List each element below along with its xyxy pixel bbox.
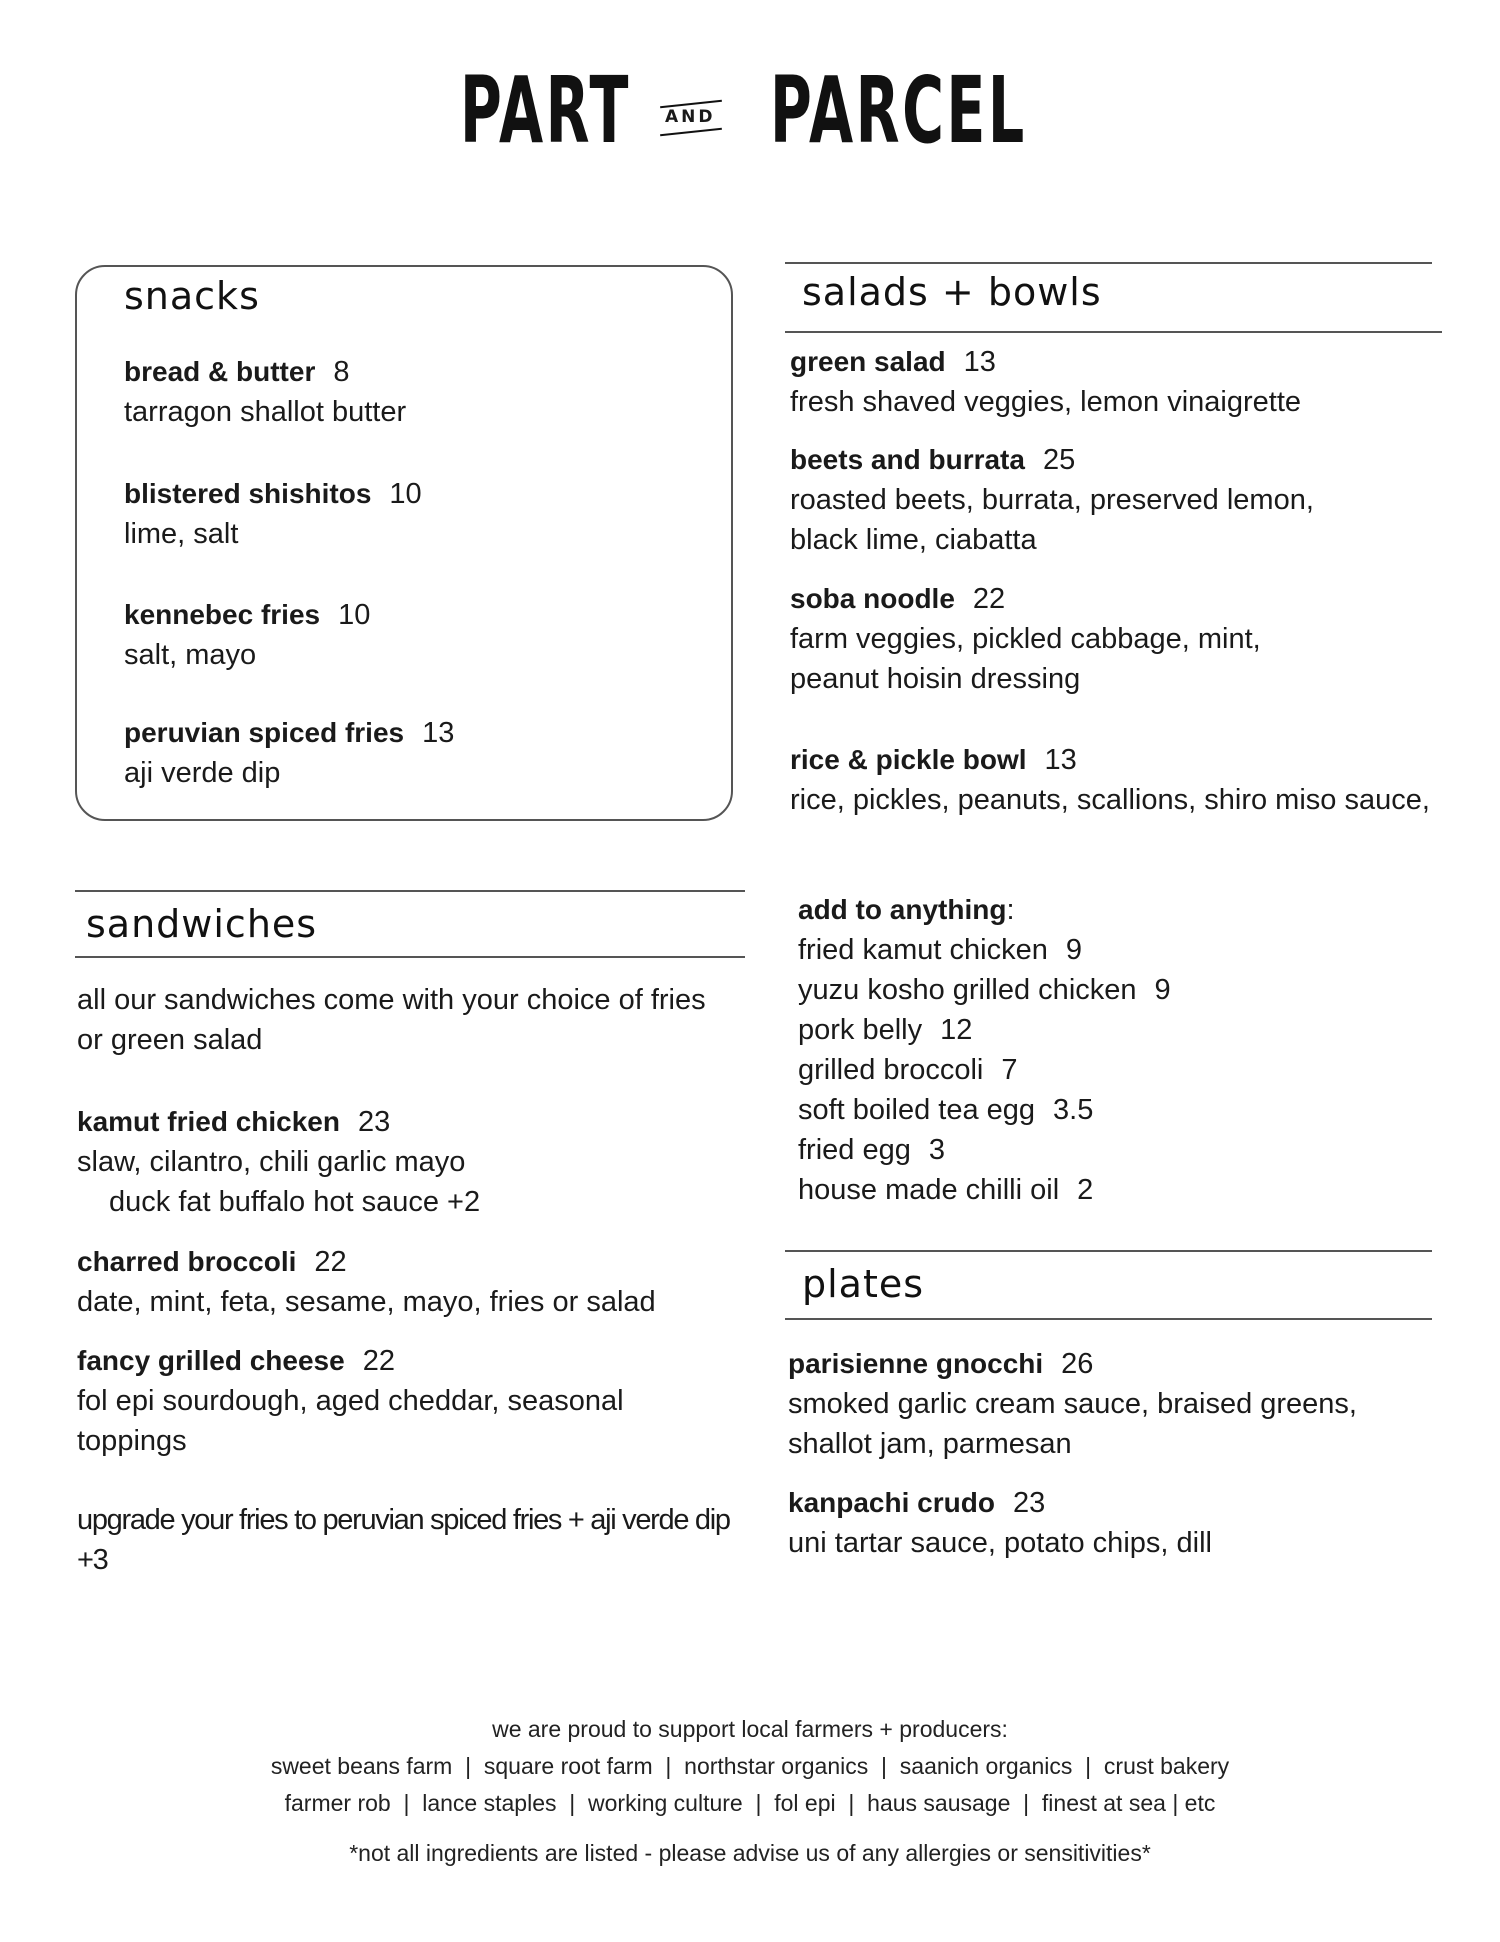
snack-item — [124, 352, 406, 432]
divider — [75, 890, 745, 892]
plate-item — [788, 1483, 1448, 1563]
item-desc: tarragon shallot butter — [124, 396, 407, 428]
item-name: rice & pickle bowl — [790, 744, 1027, 775]
addon-item: fried kamut chicken 9 — [798, 934, 1082, 966]
salad-item — [790, 740, 1430, 820]
sandwich-item — [77, 1341, 717, 1461]
logo-parcel: PARCEL — [770, 57, 1027, 164]
snack-item — [124, 474, 422, 554]
item-name: bread & butter — [124, 356, 316, 387]
footer-intro: we are proud to support local farmers + producers: — [492, 1716, 1008, 1742]
item-desc: farm veggies, pickled cabbage, mint, peanut hoisin dressing — [790, 623, 1261, 695]
sandwiches-intro: all our sandwiches come with your choice of fries or green salad — [77, 984, 706, 1056]
logo-and-rule-bottom — [660, 128, 722, 136]
item-desc: salt, mayo — [124, 639, 257, 671]
item-price: 13 — [1044, 744, 1077, 776]
divider — [785, 1318, 1432, 1320]
item-price: 13 — [963, 346, 996, 378]
item-desc: smoked garlic cream sauce, braised greens, shallot jam, parmesan — [788, 1388, 1357, 1460]
divider — [785, 262, 1432, 264]
item-desc: fol epi sourdough, aged cheddar, seasonal toppings — [77, 1385, 624, 1457]
logo-part: PART — [460, 57, 631, 164]
item-name: peruvian spiced fries — [124, 717, 405, 748]
addon-item: house made chilli oil 2 — [798, 1174, 1094, 1206]
item-price: 23 — [1012, 1487, 1046, 1519]
plate-item — [788, 1344, 1448, 1464]
item-name: charred broccoli — [77, 1246, 297, 1277]
divider — [785, 1250, 1432, 1252]
item-desc: roasted beets, burrata, preserved lemon, black lime, ciabatta — [790, 484, 1314, 556]
item-desc: slaw, cilantro, chili garlic mayo — [77, 1146, 466, 1178]
item-desc: date, mint, feta, sesame, mayo, fries or salad — [77, 1286, 656, 1318]
item-desc: rice, pickles, peanuts, scallions, shiro miso sauce, — [790, 784, 1430, 816]
sandwiches-heading: sandwiches — [86, 902, 318, 946]
salads-heading: salads + bowls — [802, 270, 1102, 314]
item-desc: aji verde dip — [124, 757, 281, 789]
item-price: 13 — [422, 717, 455, 749]
sandwich-item — [77, 1102, 757, 1222]
item-price: 8 — [333, 356, 350, 388]
plates-heading: plates — [802, 1262, 925, 1306]
divider — [785, 331, 1442, 333]
addon-item: yuzu kosho grilled chicken 9 — [798, 974, 1171, 1006]
item-price: 22 — [362, 1345, 395, 1377]
snack-item — [124, 713, 454, 793]
item-name: blistered shishitos — [124, 478, 372, 509]
item-name: kamut fried chicken — [77, 1106, 340, 1137]
salad-item — [790, 579, 1350, 699]
salad-item — [790, 440, 1380, 560]
item-name: kennebec fries — [124, 599, 321, 630]
item-price: 22 — [972, 583, 1006, 615]
upgrade-note: upgrade your fries to peruvian spiced fries + aji verde dip +3 — [77, 1504, 730, 1576]
snack-item — [124, 595, 370, 675]
item-desc: fresh shaved veggies, lemon vinaigrette — [790, 386, 1302, 418]
footer-producers-line1: sweet beans farm | square root farm | northstar organics | saanich organics | crust bakery — [270, 1753, 1230, 1779]
sandwich-item — [77, 1242, 757, 1322]
item-price: 10 — [338, 599, 371, 631]
item-price: 23 — [357, 1106, 391, 1138]
item-desc: lime, salt — [124, 518, 239, 550]
item-name: green salad — [790, 346, 946, 377]
item-name: parisienne gnocchi — [788, 1348, 1044, 1379]
item-name: beets and burrata — [790, 444, 1025, 475]
footer-producers-line2: farmer rob | lance staples | working culture | fol epi | haus sausage | finest at sea | etc — [284, 1790, 1216, 1816]
logo-and: AND — [665, 107, 716, 127]
addon-item: soft boiled tea egg 3.5 — [798, 1094, 1094, 1126]
divider — [75, 956, 745, 958]
addons-list — [798, 890, 1171, 1210]
item-name: fancy grilled cheese — [77, 1345, 345, 1376]
salad-item — [790, 342, 1450, 422]
logo — [460, 55, 1040, 205]
item-price: 10 — [389, 478, 422, 510]
item-name: kanpachi crudo — [788, 1487, 995, 1518]
snacks-heading: snacks — [124, 274, 260, 318]
item-price: 22 — [314, 1246, 347, 1278]
addons-colon: : — [1006, 894, 1015, 926]
addon-item: grilled broccoli 7 — [798, 1054, 1018, 1086]
item-name: soba noodle — [790, 583, 955, 614]
addon-item: pork belly 12 — [798, 1014, 973, 1046]
addon-item: fried egg 3 — [798, 1134, 945, 1166]
item-extra: duck fat buffalo hot sauce +2 — [109, 1186, 481, 1218]
item-price: 26 — [1061, 1348, 1094, 1380]
item-desc: uni tartar sauce, potato chips, dill — [788, 1527, 1212, 1559]
item-price: 25 — [1042, 444, 1076, 476]
allergy-note: *not all ingredients are listed - please advise us of any allergies or sensitivities* — [349, 1840, 1151, 1866]
addons-title: add to anything — [798, 894, 1007, 925]
